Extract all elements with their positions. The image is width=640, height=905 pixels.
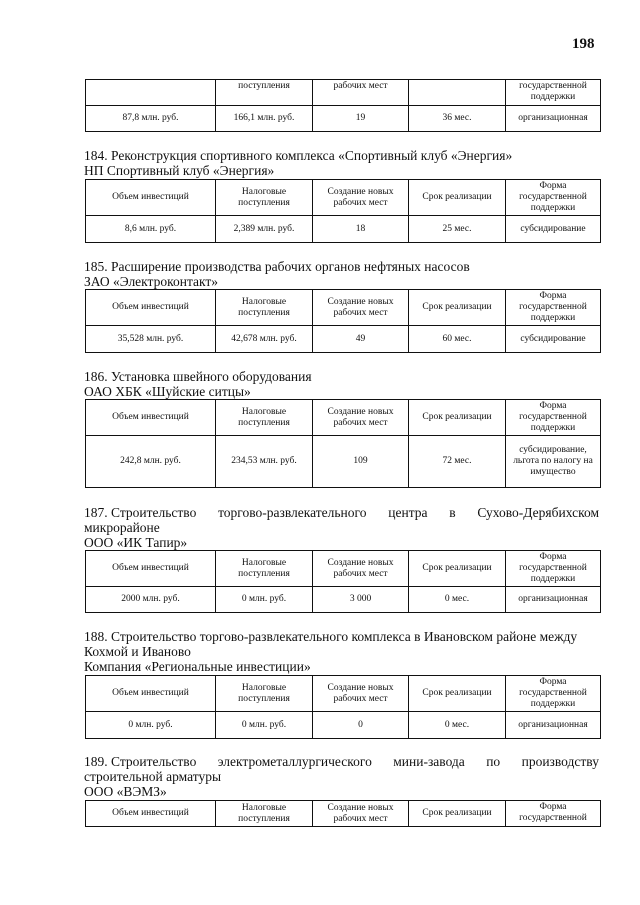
table-187 bbox=[85, 550, 601, 613]
header-cell: Создание новых рабочих мест bbox=[313, 551, 409, 587]
value-cell: 42,678 млн. руб. bbox=[216, 326, 313, 353]
page-number: 198 bbox=[572, 36, 595, 52]
project-title-line2: микрорайоне bbox=[84, 520, 160, 535]
value-cell: 2000 млн. руб. bbox=[86, 587, 216, 613]
title-word: торгово-развлекательного bbox=[218, 505, 367, 520]
value-cell: 166,1 млн. руб. bbox=[216, 106, 313, 132]
value-cell: 0 bbox=[313, 712, 409, 739]
header-cell: государственной поддержки bbox=[506, 80, 601, 106]
project-title-line2: строительной арматуры bbox=[84, 769, 222, 784]
header-cell: Форма государственной поддержки bbox=[506, 551, 601, 587]
title-word: по bbox=[486, 754, 501, 769]
header-cell: Создание новых рабочих мест bbox=[313, 400, 409, 436]
value-cell: 87,8 млн. руб. bbox=[86, 106, 216, 132]
header-cell: Налоговые поступления bbox=[216, 676, 313, 712]
header-cell: Налоговые поступления bbox=[216, 180, 313, 216]
value-cell: организационная bbox=[506, 587, 601, 613]
project-organization: НП Спортивный клуб «Энергия» bbox=[84, 163, 275, 178]
table-row bbox=[86, 712, 601, 739]
header-cell: Создание новых рабочих мест bbox=[313, 290, 409, 326]
value-cell: 60 мес. bbox=[409, 326, 506, 353]
title-word: 187. Строительство bbox=[84, 505, 197, 520]
project-title-line2: Кохмой и Иваново bbox=[84, 644, 191, 659]
title-word: Сухово-Дерябихском bbox=[477, 505, 599, 520]
header-cell: Налоговые поступления bbox=[216, 551, 313, 587]
value-cell: 35,528 млн. руб. bbox=[86, 326, 216, 353]
table-row bbox=[86, 436, 601, 488]
table-188 bbox=[85, 675, 601, 739]
table-header-row bbox=[86, 676, 601, 712]
project-organization: ЗАО «Электроконтакт» bbox=[84, 274, 219, 289]
value-cell: 0 мес. bbox=[409, 712, 506, 739]
value-cell: 0 млн. руб. bbox=[216, 587, 313, 613]
project-title: 185. Расширение производства рабочих органов нефтяных насосов bbox=[84, 259, 470, 274]
header-cell: Создание новых рабочих мест bbox=[313, 676, 409, 712]
title-word: электрометаллургического bbox=[217, 754, 372, 769]
value-cell: организационная bbox=[506, 106, 601, 132]
header-cell: Срок реализации bbox=[409, 400, 506, 436]
value-cell: 36 мес. bbox=[409, 106, 506, 132]
table-183-continued bbox=[85, 79, 601, 132]
project-heading-184 bbox=[84, 148, 599, 178]
project-title bbox=[84, 754, 599, 769]
table-header-row bbox=[86, 180, 601, 216]
header-cell: Объем инвестиций bbox=[86, 551, 216, 587]
title-word: в bbox=[449, 505, 456, 520]
project-heading-186 bbox=[84, 369, 599, 399]
header-cell: Налоговые поступления bbox=[216, 801, 313, 827]
title-word: производству bbox=[521, 754, 599, 769]
value-cell: 49 bbox=[313, 326, 409, 353]
header-cell: Форма государственной поддержки bbox=[506, 180, 601, 216]
value-cell: 109 bbox=[313, 436, 409, 488]
project-title bbox=[84, 505, 599, 520]
table-189 bbox=[85, 800, 601, 827]
value-cell: 0 млн. руб. bbox=[216, 712, 313, 739]
title-word: 189. Строительство bbox=[84, 754, 197, 769]
table-row bbox=[86, 106, 601, 132]
header-cell: Объем инвестиций bbox=[86, 180, 216, 216]
project-title: 188. Строительство торгово-развлекательного комплекса в Ивановском районе между bbox=[84, 629, 578, 644]
value-cell: субсидирование bbox=[506, 216, 601, 243]
value-cell: 8,6 млн. руб. bbox=[86, 216, 216, 243]
header-cell: Срок реализации bbox=[409, 290, 506, 326]
header-cell: Объем инвестиций bbox=[86, 676, 216, 712]
header-cell: Срок реализации bbox=[409, 551, 506, 587]
header-cell bbox=[409, 80, 506, 106]
value-cell: 19 bbox=[313, 106, 409, 132]
table-row bbox=[86, 326, 601, 353]
value-cell: 18 bbox=[313, 216, 409, 243]
table-186 bbox=[85, 399, 601, 488]
header-cell: Объем инвестиций bbox=[86, 400, 216, 436]
table-header-row bbox=[86, 400, 601, 436]
project-heading-189 bbox=[84, 754, 599, 799]
table-184 bbox=[85, 179, 601, 243]
header-cell: Форма государственной поддержки bbox=[506, 290, 601, 326]
value-cell: 0 мес. bbox=[409, 587, 506, 613]
project-title: 186. Установка швейного оборудования bbox=[84, 369, 312, 384]
title-word: мини-завода bbox=[393, 754, 465, 769]
header-cell: Создание новых рабочих мест bbox=[313, 180, 409, 216]
value-cell: организационная bbox=[506, 712, 601, 739]
header-cell: рабочих мест bbox=[313, 80, 409, 106]
title-word: центра bbox=[388, 505, 428, 520]
value-cell: субсидирование bbox=[506, 326, 601, 353]
project-title: 184. Реконструкция спортивного комплекса «Спортивный клуб «Энергия» bbox=[84, 148, 513, 163]
header-cell: поступления bbox=[216, 80, 313, 106]
value-cell: 234,53 млн. руб. bbox=[216, 436, 313, 488]
table-header-row bbox=[86, 801, 601, 827]
project-organization: Компания «Региональные инвестиции» bbox=[84, 659, 311, 674]
header-cell: Форма государственной поддержки bbox=[506, 400, 601, 436]
table-row bbox=[86, 216, 601, 243]
table-header-row bbox=[86, 80, 601, 106]
value-cell: 3 000 bbox=[313, 587, 409, 613]
header-cell: Срок реализации bbox=[409, 180, 506, 216]
header-cell: Срок реализации bbox=[409, 801, 506, 827]
header-cell: Объем инвестиций bbox=[86, 801, 216, 827]
project-organization: ООО «ИК Тапир» bbox=[84, 535, 188, 550]
value-cell: субсидирование, льгота по налогу на имущество bbox=[506, 436, 601, 488]
table-185 bbox=[85, 289, 601, 353]
project-organization: ОАО ХБК «Шуйские ситцы» bbox=[84, 384, 251, 399]
header-cell: Создание новых рабочих мест bbox=[313, 801, 409, 827]
project-heading-185 bbox=[84, 259, 599, 289]
table-header-row bbox=[86, 551, 601, 587]
table-header-row bbox=[86, 290, 601, 326]
header-cell: Форма государственной поддержки bbox=[506, 676, 601, 712]
project-organization: ООО «ВЭМЗ» bbox=[84, 784, 167, 799]
table-row bbox=[86, 587, 601, 613]
header-cell: Налоговые поступления bbox=[216, 400, 313, 436]
project-heading-188 bbox=[84, 629, 599, 674]
value-cell: 242,8 млн. руб. bbox=[86, 436, 216, 488]
value-cell: 72 мес. bbox=[409, 436, 506, 488]
project-heading-187 bbox=[84, 505, 599, 550]
header-cell bbox=[86, 80, 216, 106]
value-cell: 25 мес. bbox=[409, 216, 506, 243]
value-cell: 0 млн. руб. bbox=[86, 712, 216, 739]
header-cell: Объем инвестиций bbox=[86, 290, 216, 326]
header-cell: Срок реализации bbox=[409, 676, 506, 712]
header-cell: Налоговые поступления bbox=[216, 290, 313, 326]
header-cell: Форма государственной bbox=[506, 801, 601, 827]
value-cell: 2,389 млн. руб. bbox=[216, 216, 313, 243]
